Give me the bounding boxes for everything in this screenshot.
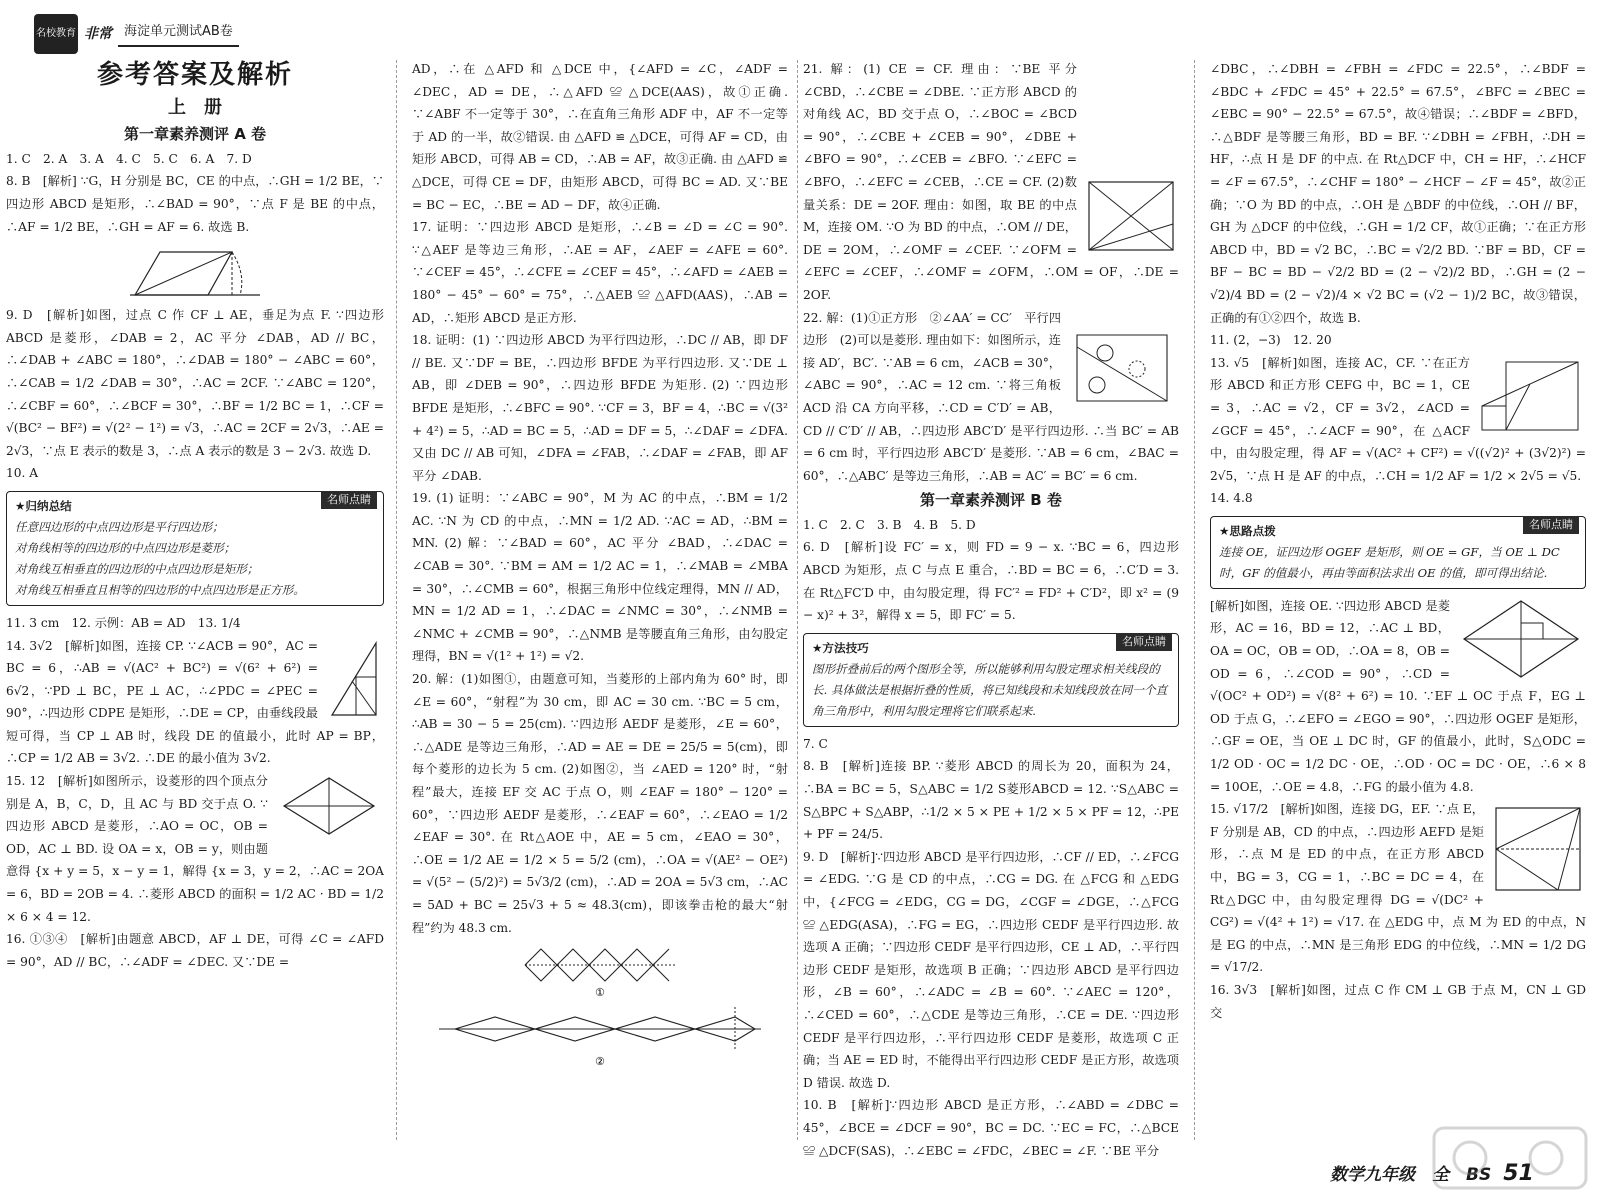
figure-q21-square [1083,176,1179,256]
answer-21: 21. 解：(1) CE = CF. 理由：∵BE 平分 ∠CBD，∴∠CBE = ∠DBE. ∵正方形 ABCD 的对角线 AC，BD 交于点 O，∴∠BOC = ∠BCD = 90°，∴∠CBE + ∠CEB = 90°，∠DBE + ∠BFO = 90°，∴∠CEB = ∠BFO. ∵∠EFC = ∠BFO，∴∠EFC = ∠CEB，∴CE = CF. (2)数量关系：DE = 2OF. 理由：如图，取 BE 的中点 M，连接 OM. ∵O 为 BD 的中点，∴OM // DE，DE = 2OM，∴∠OMF = ∠CEF. ∵∠OFM = ∠EFC = ∠CEF，∴∠OMF = ∠OFM，∴OM = OF，∴DE = 2OF. [803,62,1179,302]
figure-q15-rhombus [274,774,384,838]
answer-b-10-cont: ∠DBC，∴∠DBH = ∠FBH = ∠FDC = 22.5°，∴∠BDF = ∠BDC + ∠FDC = 45° + 22.5° = 67.5°，∠BFC = ∠BEC = ∠EBC = 90° − 22.5° = 67.5°，故④错误；∴∠BDF = ∠BFD，∴△BDF 是等腰三角形，BD = BF. ∵∠DBH = ∠FBH，∴DH = HF，∴点 H 是 DF 的中点. 在 Rt△DCF 中，CH = HF，∴∠HCF = ∠F = 67.5°，∴∠CHF = 180° − ∠HCF − ∠F = 45°，故②正确；∵O 为 BD 的中点，∴OH 是 △BDF 的中位线，∴OH // BF，GH 为 △DCF 的中位线，∴GH = 1/2 CF，故①正确；∵在正方形 ABCD 中，BD = √2 BC，∴BC = √2/2 BD. ∵BF = BD，CF = BF − BC = BD − √2/2 BD = (2 − √2)/2 BD，∴GH = (2 − √2)/4 BD = (2 − √2)/4 × √2 BC = (√2 − 1)/2 BC，故③错误，正确的有①②四个，故选 B. [1210,62,1586,325]
tip-heading: ★思路点拨 [1219,523,1276,538]
answer-b-6: 6. D [解析]设 FC′ = x，则 FD = 9 − x. ∵BC = 6，四边形 ABCD 为矩形，点 C 与点 E 重合，∴BD = BC = 6，∴C′D = 3. 在 Rt△FC′D 中，由勾股定理，得 FC′² = FD² + C′D²，即 x² = (9 − x)² + 3²，解得 x = 5，即 FC′ = 5. [803,540,1179,623]
answer-b-14: 14. 4.8 [1210,491,1253,506]
brand-name: 非常 [84,25,112,42]
figure-q15-square [1490,802,1586,896]
chapter-b-title: 第一章素养测评 B 卷 [920,491,1062,510]
answer-9: 9. D [解析]如图，过点 C 作 CF ⊥ AE，垂足为点 F. ∵四边形 ABCD 是菱形，∠DAB = 2，AC 平分 ∠DAB，AD // BC，∴∠DAB + ∠ABC = 180°，∴∠DAB = 180° − ∠ABC = 60°，∴∠CAB = 1/2 ∠DAB = 30°，∴AC = 2CF. ∵∠ABC = 120°，∴∠CBF = 60°，∴∠BCF = 30°，∴BF = 1/2 BC = 1，∴CF = √(BC² − BF²) = √(2² − 1²) = √3，∴AC = 2CF = 2√3，∴AE = 2√3，∵点 E 表示的数是 3，∴点 A 表示的数是 3 − 2√3. 故选 D. [6,308,384,458]
answer-15: 15. 12 [解析]如图所示，设菱形的四个顶点分别是 A，B，C，D，且 AC 与 BD 交于点 O. ∵四边形 ABCD 是菱形，∴AO = OC，OB = OD，AC ⊥ BD. 设 OA = x，OB = y，则由题意得 {x + y = 5，x − y = 1，解得 {x = 3，y = 2，∴AC = 2OA = 6，BD = 2OB = 4. ∴菱形 ABCD 的面积 = 1/2 AC · BD = 1/2 × 6 × 4 = 12. [6,774,384,924]
answer-16-cont: AD，∴在 △AFD 和 △DCE 中，{∠AFD = ∠C，∠ADF = ∠DEC，AD = DE，∴△AFD ≌ △DCE(AAS)，故①正确. ∵∠ABF 不一定等于 30°，∴在直角三角形 ADF 中，AF 不一定等于 AD 的一半，故②错误. 由 △AFD ≌ △DCE，可得 AF = CD，由矩形 ABCD，可得 AB = CD，∴AB = AF，故③正确. 由 △AFD ≌ △DCE，可得 CE = DF，由矩形 ABCD，可得 BC = AD. 又∵BE = BC − EC，∴BE = AD − DF，故④正确. [412,62,788,212]
answer-8: 8. B [解析] ∵G，H 分别是 BC，CE 的中点，∴GH = 1/2 BE，∵四边形 ABCD 是矩形，∴∠BAD = 90°，∵点 F 是 BE 的中点，∴AF = 1/2 BE，∴GH = AF = 6. 故选 B. [6,174,384,234]
answer-b-13: 13. √5 [解析]如图，连接 AC，CF. ∵在正方形 ABCD 和正方形 CEFG 中，BC = 1，CE = 3，∴AC = √2，CF = 3√2，∠ACD = ∠GCF = 45°，∴∠ACF = 90°，在 △ACF 中，由勾股定理，得 AF = √(AC² + CF²) = √((√2)² + (3√2)²) = 2√5，∵点 H 是 AF 的中点，∴CH = 1/2 AF = 1/2 × 2√5 = √5. [1210,355,1586,483]
answer-b-1-5: 1. C 2. C 3. B 4. B 5. D [803,517,976,532]
figure-q14-rhombus [1456,597,1586,681]
figure-q20-diagram-1 [515,941,685,999]
tip-heading: ★方法技巧 [812,640,869,655]
tip-box-thinking [1210,516,1586,589]
figure-q20-diagram-2 [435,1001,765,1071]
answer-19: 19. (1) 证明：∵∠ABC = 90°，M 为 AC 的中点，∴BM = 1/2 AC. ∵N 为 CD 的中点，∴MN = 1/2 AD. ∵AC = AD，∴BM = MN. (2) 解：∵∠BAD = 60°，AC 平分 ∠BAD，∴∠DAC = ∠CAB = 30°. ∵BM = AM = 1/2 AC = 1，∴∠MAB = ∠MBA = 30°，∴∠CMB = 60°，根据三角形中位线定理得，MN // AD，MN = 1/2 AD = 1，∴∠DAC = ∠NMC = 30°，∴∠NMB = ∠NMC + ∠CMB = 90°，∴△NMB 是等腰直角三角形，由勾股定理得，BN = √(1² + 1²) = √2. [412,491,788,664]
answer-18: 18. 证明：(1) ∵四边形 ABCD 为平行四边形，∴DC // AB，即 DF // BE. 又∵DF = BE，∴四边形 BFDE 为平行四边形. 又∵DE ⊥ AB，即 ∠DEB = 90°，∴四边形 BFDE 为矩形. (2) ∵四边形 BFDE 是矩形，∴∠BFC = 90°. ∵CF = 3，BF = 4，∴BC = √(3² + 4²) = 5，∴AD = BC = 5，∴AD = DF = 5，∴∠DAF = ∠DFA. 又由 DC // AB 可知，∠DFA = ∠FAB，∴∠DAF = ∠FAB，即 AF 平分 ∠DAB. [412,333,788,483]
tip-box-summary [6,491,384,606]
column-divider [1194,60,1195,1140]
answer-b-9: 9. D [解析]∵四边形 ABCD 是平行四边形，∴CF // ED，∴∠FCG = ∠EDG. ∵G 是 CD 的中点，∴CG = DG. 在 △FCG 和 △EDG 中，{∠FCG = ∠EDG，CG = DG，∠CGF = ∠DGE，∴△FCG ≌ △EDG(ASA)，∴FG = EG，∴四边形 CEDF 是平行四边形. 故选项 A 正确；∵四边形 CEDF 是平行四边形，CE ⊥ AD，∴平行四边形 CEDF 是矩形，故选项 B 正确；∵四边形 ABCD 是平行四边形，∠B = 60°，∴∠ADC = ∠B = 60°. ∵∠AEC = 120°，∴∠CED = 60°，∴△CDE 是等边三角形，∴CE = DE. ∵四边形 CEDF 是平行四边形，∴平行四边形 CEDF 是菱形，故选项 C 正确；当 AE = ED 时，不能得出平行四边形 CEDF 是正方形，故选项 D 错误. 故选 D. [803,849,1179,1090]
figure-q14-triangle [324,637,384,719]
column-divider [396,60,397,1140]
tip-badge: 名师点睛 [1523,516,1579,534]
tip-line: 连接 OE，证四边形 OGEF 是矩形，则 OE = GF，当 OE ⊥ DC 时，GF 的值最小，再由等面积法求出 OE 的值，即可得出结论. [1219,544,1560,580]
figure-q13-squares [1476,356,1586,436]
figure-2-label: ② [595,1055,605,1069]
tip-heading: ★归纳总结 [15,498,72,513]
answer-b-14-analysis: [解析]如图，连接 OE. ∵四边形 ABCD 是菱形，AC = 16，BD = 12，∴AC ⊥ BD，OA = OC，OB = OD，∴OA = 8，OB = OD = 6，∴∠COD = 90°，∴CD = √(OC² + OD²) = √(8² + 6²) = 10. ∵EF ⊥ OC 于点 F，EG ⊥ OD 于点 G，∴∠EFO = ∠EGO = 90°，∴四边形 OGEF 是矩形，∴GF = OE，当 OE ⊥ DC 时，GF 的值最小，此时，S△ODC = 1/2 OD · OC = 1/2 DC · OE，∴OD · OC = DC · OE，∴6 × 8 = 10OE，∴OE = 4.8，∴FG 的最小值为 4.8. [1210,598,1586,794]
answer-11-13: 11. 3 cm 12. 示例：AB = AD 13. 1/4 [6,615,241,630]
answer-b-10: 10. B [解析]∵四边形 ABCD 是正方形，∴∠ABD = ∠DBC = 45°，∠BCE = ∠DCF = 90°，BC = DC. ∵EC = FC，∴△BCE ≌ △DCF(SAS)，∴∠EBC = ∠FDC，∠BEC = ∠F. ∵BE 平分 [803,1098,1179,1158]
answer-16: 16. ①③④ [解析]由题意 ABCD，AF ⊥ DE，可得 ∠C = ∠AFD = 90°，AD // BC，∴∠ADF = ∠DEC. 又∵DE = [6,932,384,969]
answer-22: 22. 解：(1)①正方形 ②∠AA′ = CC′ 平行四边形 (2)可以是菱形. 理由如下：如图所示，连接 AD′，BC′. ∵AB = 6 cm，∠ACB = 30°，∠ABC = 90°，∴AC = 12 cm. ∵将三角板 ACD 沿 CA 方向平移，∴CD = C′D′ = AB，CD // C′D′ // AB，∴四边形 ABC′D′ 是平行四边形. ∴当 BC′ = AB = 6 cm 时，平行四边形 ABC′D′ 是菱形. ∵AB = 6 cm，∠BAC = 60°，∴△ABC′ 是等边三角形，∴AB = AC′ = BC′ = 6 cm. [803,310,1179,483]
answer-b-15: 15. √17/2 [解析]如图，连接 DG，EF. ∵点 E，F 分别是 AB，CD 的中点，∴四边形 AEFD 是矩形，∴点 M 是 ED 的中点，在正方形 ABCD 中，BG = 3，CG = 1，∴BC = DC = 4，在 Rt△DGC 中，由勾股定理得 DG = √(DC² + CG²) = √(4² + 1²) = √17. 在 △EDG 中，点 M 为 ED 的中点，N 是 EG 的中点，∴MN 是三角形 EDG 的中位线，∴MN = 1/2 DG = √17/2. [1210,802,1586,975]
column-4 [1210,58,1586,1024]
footer-subject: 数学九年级 全 BS [1330,1165,1492,1185]
tip-box-method [803,633,1179,727]
chapter-a-title: 第一章素养测评 A 卷 [123,125,267,144]
answer-b-11-12: 11. (2，−3) 12. 20 [1210,333,1332,348]
tip-badge: 名师点睛 [321,491,377,509]
page-title: 参考答案及解析 [96,60,293,90]
figure-1-label: ① [595,986,605,1000]
page-header [6,10,384,58]
figure-q22-triangles [1067,327,1179,409]
column-2 [412,58,788,1073]
column-divider [797,60,798,1140]
tip-line: 对角线相等的四边形的中点四边形是菱形； [15,540,236,555]
tip-badge: 名师点睛 [1116,633,1172,651]
answer-10: 10. A [6,466,39,481]
column-1 [6,10,384,973]
answer-b-16: 16. 3√3 [解析]如图，过点 C 作 CM ⊥ GB 于点 M，CN ⊥ GD 交 [1210,982,1586,1020]
tip-line: 对角线互相垂直且相等的四边形的中点四边形是正方形。 [15,582,305,597]
tip-line: 任意四边形的中点四边形是平行四边形； [15,519,224,534]
column-3 [803,58,1179,1162]
series-name: 海淀单元测试AB卷 [118,21,239,48]
answer-20: 20. 解：(1)如图①，由题意可知，当菱形的上部内角为 60° 时，即 ∠E = 60°，“射程”为 30 cm，即 AC = 30 cm. ∵BC = 5 cm，∴AB = 30 − 5 = 25(cm). ∵四边形 AEDF 是菱形，∠E = 60°，∴△ADE 是等边三角形，∴AD = AE = DE = 25/5 = 5(cm)，即每个菱形的边长为 5 cm. (2)如图②，当 ∠AED = 120° 时，“射程”最大，连接 EF 交 AC 于点 O，则 ∠EAF = 180° − 120° = 60°，∵四边形 AEDF 是菱形，∴∠EAF = 60°，∴∠EAO = 1/2 ∠EAF = 30°. 在 Rt△AOE 中，AE = 5 cm，∠EAO = 30°，∴OE = 1/2 AE = 1/2 × 5 = 5/2 (cm)，∴OA = √(AE² − OE²) = √(5² − (5/2)²) = 5√3/2 (cm)，∴AD = 2OA = 5√3 cm，∴AC = 5AD + BC = 25√3 + 5 ≈ 48.3(cm)，即该拳击枪的最大“射程”约为 48.3 cm. [412,672,788,935]
answer-b-7: 7. C [803,736,828,751]
figure-q9-rhombus [120,240,270,302]
answer-17: 17. 证明：∵四边形 ABCD 是矩形，∴∠B = ∠D = ∠C = 90°. ∵△AEF 是等边三角形，∴AE = AF，∠AEF = ∠AFE = 60°. ∵∠CEF = 45°，∴∠CFE = ∠CEF = 45°，∴∠AFD = ∠AEB = 180° − 45° − 60° = 75°，∴△AEB ≌ △AFD(AAS)，∴AB = AD，∴矩形 ABCD 是正方形. [412,220,788,325]
publisher-logo: 名校教育 [34,14,78,54]
page-number: 51 [1503,1161,1534,1186]
answer-1-7: 1. C 2. A 3. A 4. C 5. C 6. A 7. D [6,151,252,166]
volume-title: 上 册 [168,96,222,118]
watermark-graphic [1430,1120,1590,1196]
answer-b-8: 8. B [解析]连接 BP. ∵菱形 ABCD 的周长为 20，面积为 24，∴BA = BC = 5，S△ABC = 1/2 S菱形ABCD = 12. ∵S△ABC = S△BPC + S△ABP，∴1/2 × 5 × PE + 1/2 × 5 × PF = 12，∴PE + PF = 24/5. [803,759,1179,842]
answer-14: 14. 3√2 [解析]如图，连接 CP. ∵∠ACB = 90°，AC = BC = 6，∴AB = √(AC² + BC²) = √(6² + 6²) = 6√2，∵PD ⊥ BC，PE ⊥ AC，∴∠PDC = ∠PEC = 90°，∴四边形 CDPE 是矩形，∴DE = CP，由垂线段最短可得，当 CP ⊥ AB 时，线段 DE 的值最小，此时 AP = BP，∴CP = 1/2 AB = 3√2. ∴DE 的最小值为 3√2. [6,638,384,766]
tip-line: 图形折叠前后的两个图形全等，所以能够利用勾股定理求相关线段的长. 具体做法是根据折叠的性质，将已知线段和未知线段放在同一个直角三角形中，利用勾股定理将它们联系起来. [812,661,1168,718]
tip-line: 对角线互相垂直的四边形的中点四边形是矩形； [15,561,259,576]
